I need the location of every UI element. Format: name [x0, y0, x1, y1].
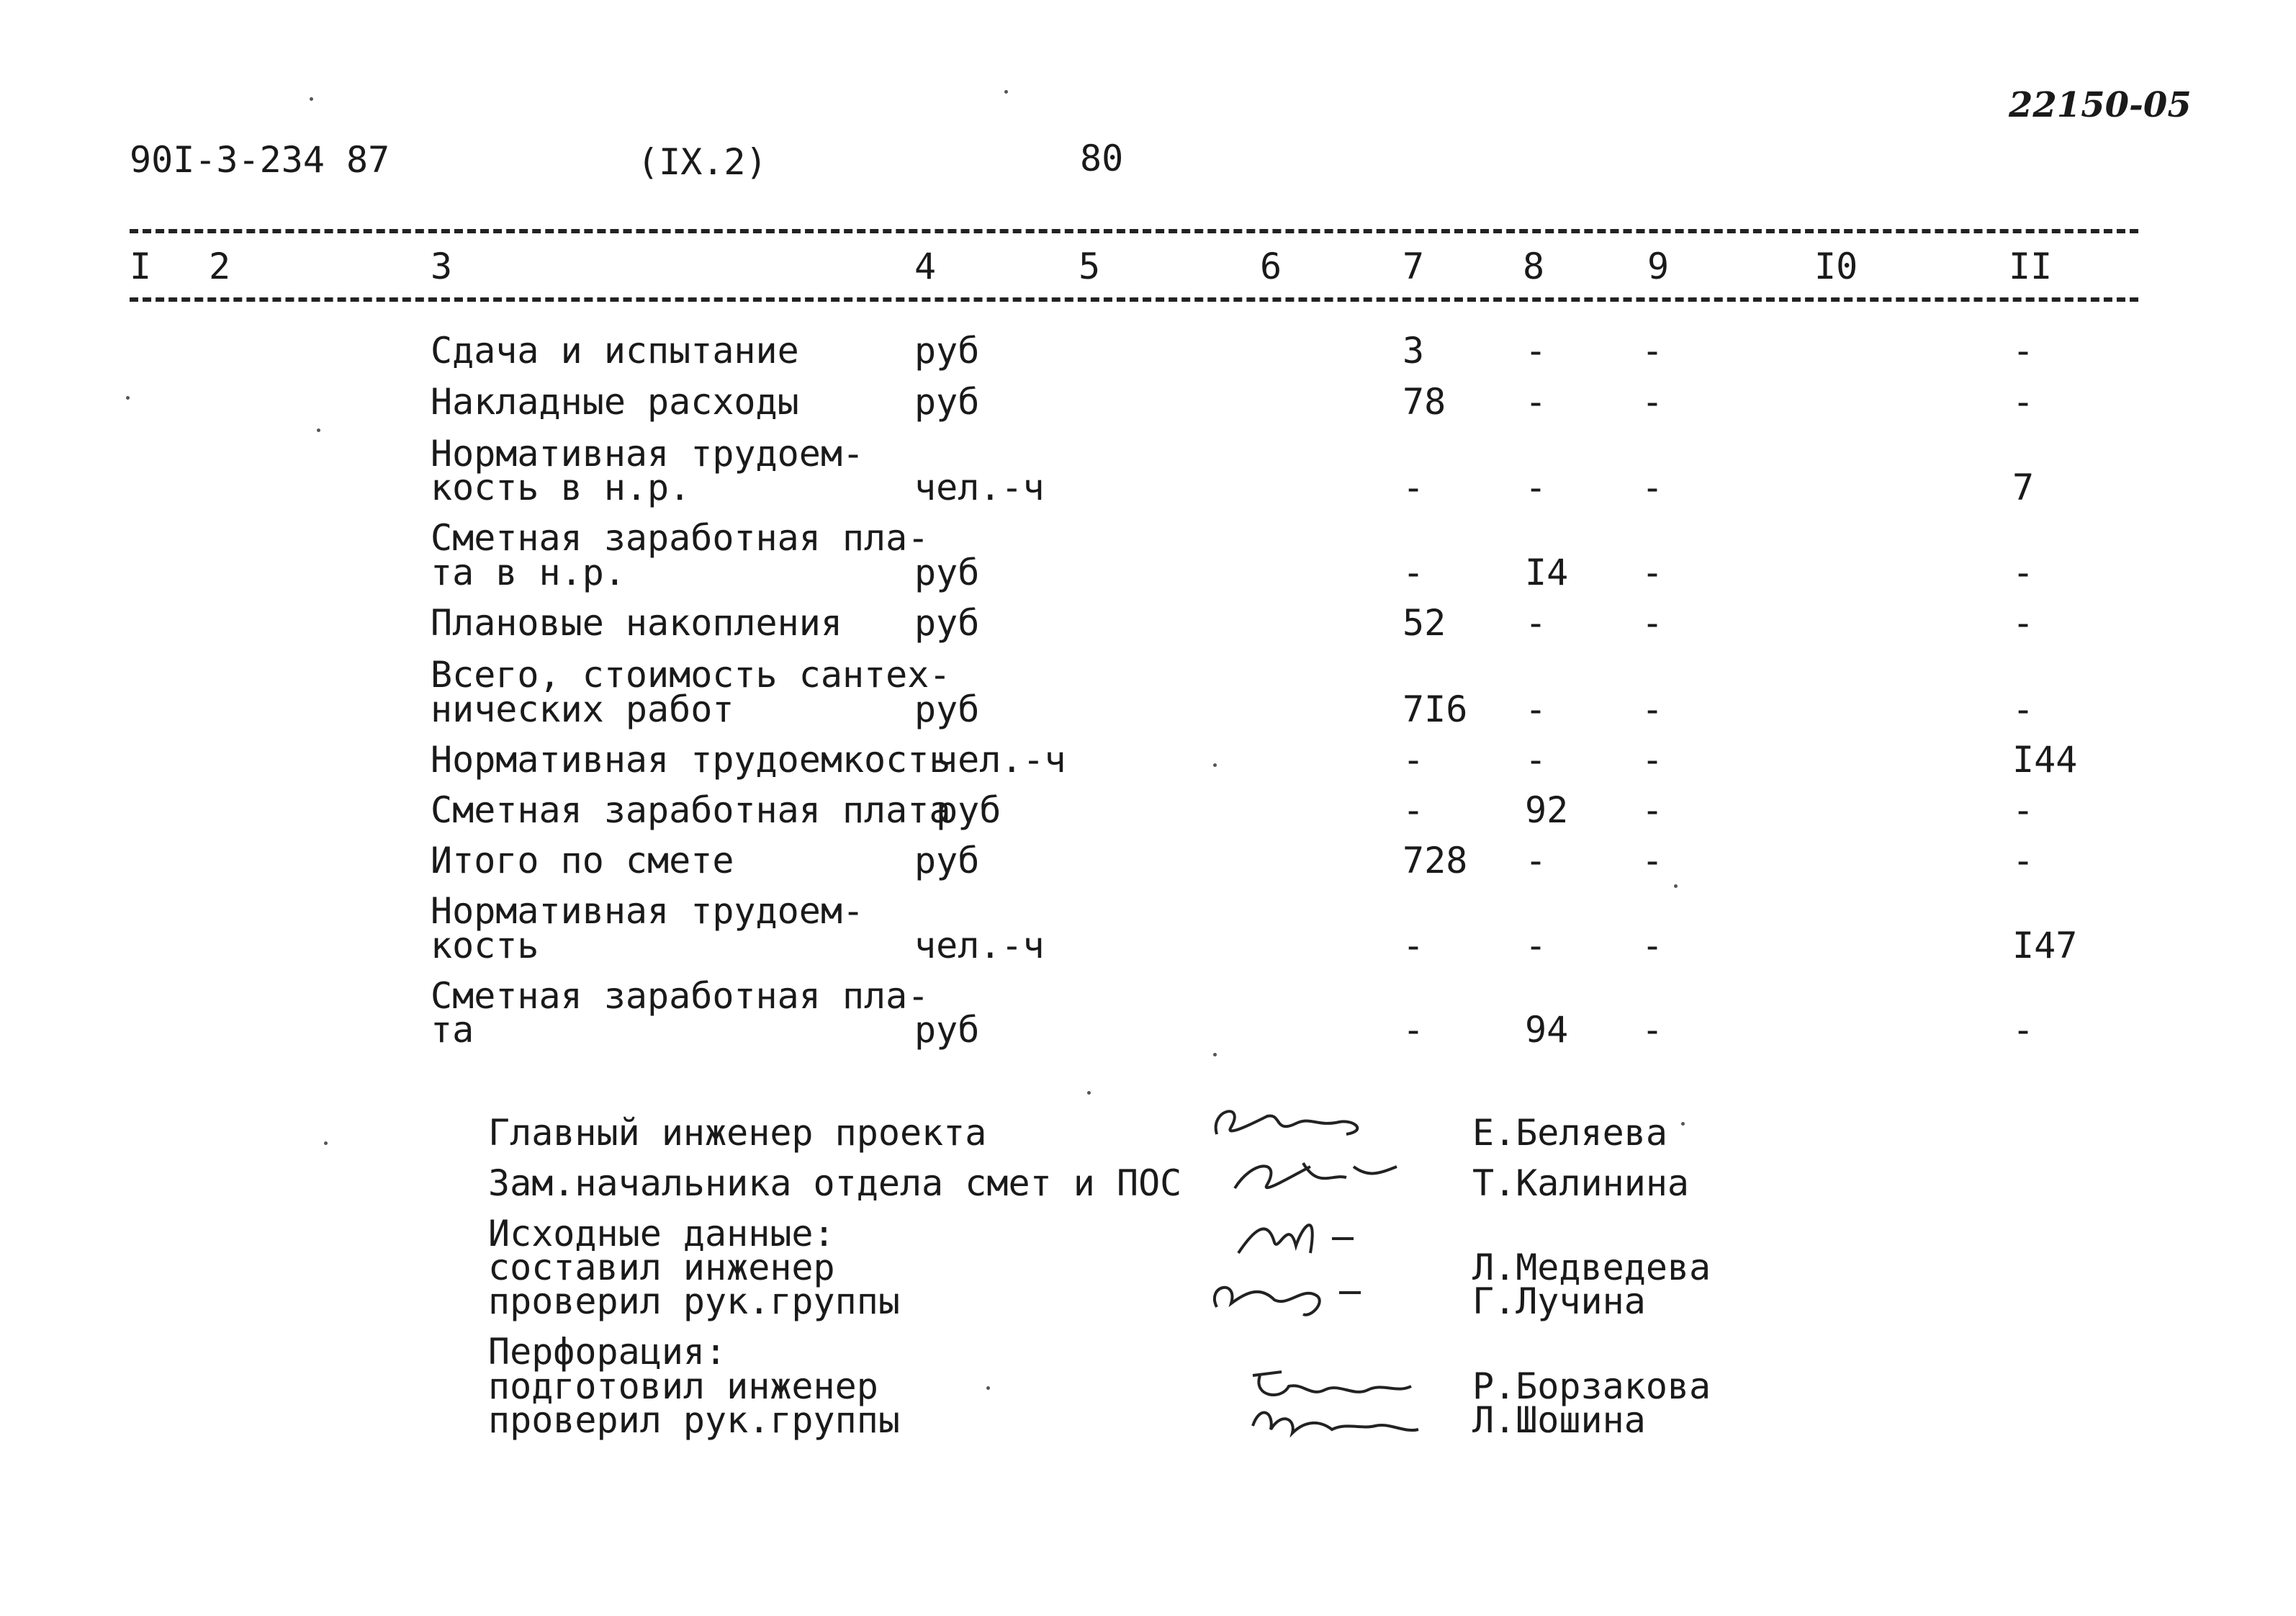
signature-role: проверил рук.группы [488, 1280, 900, 1322]
signature-role: Исходные данные: [488, 1213, 835, 1254]
row-label: Накладные расходы [431, 381, 799, 423]
cell-col11: 7 [2012, 467, 2035, 508]
scan-speck [1213, 763, 1217, 767]
cell-col7: 52 [1403, 602, 1446, 644]
row-label: нических работ [431, 688, 734, 730]
cell-col11: I47 [2012, 925, 2078, 966]
cell-col11: - [2012, 840, 2035, 881]
scan-speck [1087, 1091, 1091, 1095]
row-label: Нормативная трудоемкость [431, 739, 951, 781]
cell-col7: - [1403, 789, 1425, 831]
cell-col8: - [1525, 840, 1547, 881]
cell-col11: - [2012, 688, 2035, 730]
table-header-rule [130, 297, 2138, 302]
row-unit: руб [914, 840, 980, 881]
cell-col9: - [1642, 789, 1664, 831]
signature-person: Л.Шошина [1472, 1399, 1646, 1441]
table-top-rule [130, 229, 2138, 233]
cell-col9: - [1642, 1009, 1664, 1051]
row-label: Сметная заработная пла- [431, 517, 929, 559]
row-unit: чел.-ч [914, 925, 1045, 966]
scan-speck [324, 1141, 328, 1145]
cell-col11: - [2012, 330, 2035, 372]
signature-role: проверил рук.группы [488, 1399, 900, 1441]
column-header: 3 [431, 246, 453, 287]
signature-person: Р.Борзакова [1472, 1365, 1711, 1407]
cell-col7: - [1403, 1009, 1425, 1051]
cell-col8: 92 [1525, 789, 1569, 831]
cell-col7: 7I6 [1403, 688, 1468, 730]
handwritten-signature [1202, 1095, 1418, 1152]
scan-speck [1004, 90, 1008, 94]
signature-person: Е.Беляева [1472, 1112, 1667, 1154]
column-header: 2 [209, 246, 231, 287]
column-header: 9 [1647, 246, 1670, 287]
cell-col8: - [1525, 688, 1547, 730]
column-header: 7 [1403, 246, 1425, 287]
cell-col8: I4 [1525, 552, 1569, 593]
row-unit: руб [914, 1009, 980, 1051]
cell-col9: - [1642, 739, 1664, 781]
cell-col7: - [1403, 739, 1425, 781]
cell-col8: - [1525, 467, 1547, 508]
row-label: Плановые накопления [431, 602, 842, 644]
row-unit: руб [914, 381, 980, 423]
cell-col11: - [2012, 1009, 2035, 1051]
row-label: Нормативная трудоем- [431, 890, 865, 932]
document-code: 90I-3-234 87 [130, 139, 390, 181]
column-header: 5 [1079, 246, 1101, 287]
archive-stamp: 22150-05 [2009, 85, 2192, 125]
scan-speck [1681, 1122, 1685, 1126]
column-header: II [2009, 246, 2053, 287]
scan-speck [1674, 884, 1678, 888]
column-header: 8 [1523, 246, 1545, 287]
cell-col7: 728 [1403, 840, 1468, 881]
cell-col9: - [1642, 602, 1664, 644]
row-label: кость [431, 925, 539, 966]
cell-col9: - [1642, 467, 1664, 508]
row-unit: руб [914, 688, 980, 730]
cell-col8: - [1525, 739, 1547, 781]
signature-person: Л.Медведева [1472, 1247, 1711, 1288]
row-label: кость в н.р. [431, 467, 691, 508]
cell-col7: - [1403, 552, 1425, 593]
cell-col8: - [1525, 602, 1547, 644]
handwritten-signature [1224, 1203, 1440, 1260]
handwritten-signature [1224, 1145, 1440, 1203]
scan-speck [1213, 1053, 1217, 1056]
signature-role: подготовил инженер [488, 1365, 878, 1407]
row-label: та [431, 1009, 474, 1051]
cell-col8: - [1525, 381, 1547, 423]
cell-col7: - [1403, 925, 1425, 966]
cell-col8: - [1525, 925, 1547, 966]
row-unit: руб [914, 330, 980, 372]
row-label: Всего, стоимость сантех- [431, 654, 951, 696]
cell-col11: - [2012, 552, 2035, 593]
cell-col9: - [1642, 925, 1664, 966]
row-label: Нормативная трудоем- [431, 433, 865, 475]
cell-col8: 94 [1525, 1009, 1569, 1051]
signature-role: Главный инженер проекта [488, 1112, 987, 1154]
cell-col11: - [2012, 381, 2035, 423]
cell-col9: - [1642, 840, 1664, 881]
handwritten-signature [1238, 1390, 1454, 1447]
cell-col11: - [2012, 602, 2035, 644]
row-label: Сметная заработная пла- [431, 975, 929, 1017]
scan-speck [126, 396, 130, 400]
cell-col11: I44 [2012, 739, 2078, 781]
row-label: Итого по смете [431, 840, 734, 881]
handwritten-signature [1202, 1264, 1418, 1321]
signature-role: составил инженер [488, 1247, 835, 1288]
page-number: 80 [1080, 138, 1124, 179]
cell-col7: 78 [1403, 381, 1446, 423]
cell-col7: - [1403, 467, 1425, 508]
cell-col11: - [2012, 789, 2035, 831]
signature-person: Г.Лучина [1472, 1280, 1646, 1322]
section-number: (IX.2) [637, 141, 767, 183]
row-unit: руб [936, 789, 1001, 831]
cell-col9: - [1642, 381, 1664, 423]
signature-role: Зам.начальника отдела смет и ПОС [488, 1162, 1182, 1204]
cell-col9: - [1642, 688, 1664, 730]
cell-col8: - [1525, 330, 1547, 372]
row-label: Сметная заработная плата [431, 789, 951, 831]
cell-col7: 3 [1403, 330, 1425, 372]
scan-speck [310, 97, 313, 101]
signature-role: Перфорация: [488, 1331, 727, 1373]
signature-person: Т.Калинина [1472, 1162, 1690, 1204]
column-header: 4 [914, 246, 937, 287]
column-header: I [130, 246, 152, 287]
row-label: Сдача и испытание [431, 330, 799, 372]
row-unit: чел.-ч [936, 739, 1066, 781]
scan-speck [317, 428, 320, 432]
row-unit: руб [914, 552, 980, 593]
column-header: 6 [1260, 246, 1282, 287]
row-label: та в н.р. [431, 552, 626, 593]
cell-col9: - [1642, 330, 1664, 372]
row-unit: чел.-ч [914, 467, 1045, 508]
scan-speck [986, 1386, 990, 1390]
row-unit: руб [914, 602, 980, 644]
column-header: I0 [1814, 246, 1858, 287]
cell-col9: - [1642, 552, 1664, 593]
